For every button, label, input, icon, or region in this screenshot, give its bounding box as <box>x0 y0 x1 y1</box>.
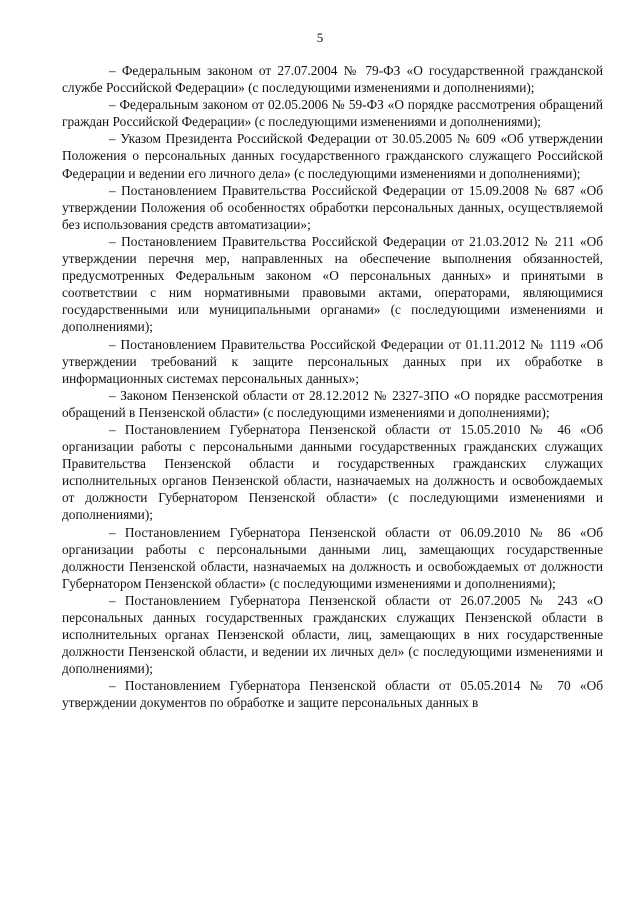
paragraph-federal-law-59: – Федеральным законом от 02.05.2006 № 59-ФЗ «О порядке рассмотрения обращений граждан Российской Федерации» (с последующими изменениями и дополнениями); <box>62 97 603 130</box>
paragraph-regional-law-2327: – Законом Пензенской области от 28.12.2012 № 2327-ЗПО «О порядке рассмотрения обращений в Пензенской области» (с последующими изменениями и дополнениями); <box>62 387 603 420</box>
document-body <box>62 62 603 712</box>
paragraph-governor-resolution-46: – Постановлением Губернатора Пензенской области от 15.05.2010 № 46 «Об организации работы с персональными данными государственных гражданских служащих Правительства Пензенской области и государственных гражданских служащих исполнительных органов Пензенской области, назначаемых на должность и освобождаемых от должности Губернатором Пензенской области» (с последующими изменениями и дополнениями); <box>62 421 603 523</box>
page-number: 5 <box>316 30 324 45</box>
paragraph-government-resolution-211: – Постановлением Правительства Российской Федерации от 21.03.2012 № 211 «Об утверждении перечня мер, направленных на обеспечение выполнения обязанностей, предусмотренных Федеральным законом «О персональных данных» и принятыми в соответствии с ним нормативными правовыми актами, операторами, являющимися государственными или муниципальными органами» (с последующими изменениями и дополнениями); <box>62 233 603 335</box>
paragraph-governor-resolution-70: – Постановлением Губернатора Пензенской области от 05.05.2014 № 70 «Об утверждении документов по обработке и защите персональных данных в <box>62 678 603 711</box>
paragraph-government-resolution-1119: – Постановлением Правительства Российской Федерации от 01.11.2012 № 1119 «Об утверждении требований к защите персональных данных при их обработке в информационных системах персональных данных»; <box>62 336 603 386</box>
paragraph-governor-resolution-243: – Постановлением Губернатора Пензенской области от 26.07.2005 № 243 «О персональных данных государственных гражданских служащих Пензенской области в исполнительных органах Пензенской области, лиц, замещающих в них государственные должности Пензенской области, и ведении их личных дел» (с последующими изменениями и дополнениями); <box>62 592 603 677</box>
paragraph-presidential-decree-609: – Указом Президента Российской Федерации от 30.05.2005 № 609 «Об утверждении Положения о персональных данных государственного гражданского служащего Российской Федерации и ведении его личного дела» (с последующими изменениями и дополнениями); <box>62 131 603 181</box>
paragraph-federal-law-79: – Федеральным законом от 27.07.2004 № 79-ФЗ «О государственной гражданской службе Российской Федерации» (с последующими изменениями и дополнениями); <box>62 63 603 96</box>
paragraph-government-resolution-687: – Постановлением Правительства Российской Федерации от 15.09.2008 № 687 «Об утверждении Положения об особенностях обработки персональных данных, осуществляемой без использования средств автоматизации»; <box>62 182 603 232</box>
paragraph-governor-resolution-86: – Постановлением Губернатора Пензенской области от 06.09.2010 № 86 «Об организации работы с персональными данными лиц, замещающих государственные должности Пензенской области, назначаемых на должность и освобождаемых от должности Губернатором Пензенской области» (с последующими изменениями и дополнениями); <box>62 524 603 591</box>
